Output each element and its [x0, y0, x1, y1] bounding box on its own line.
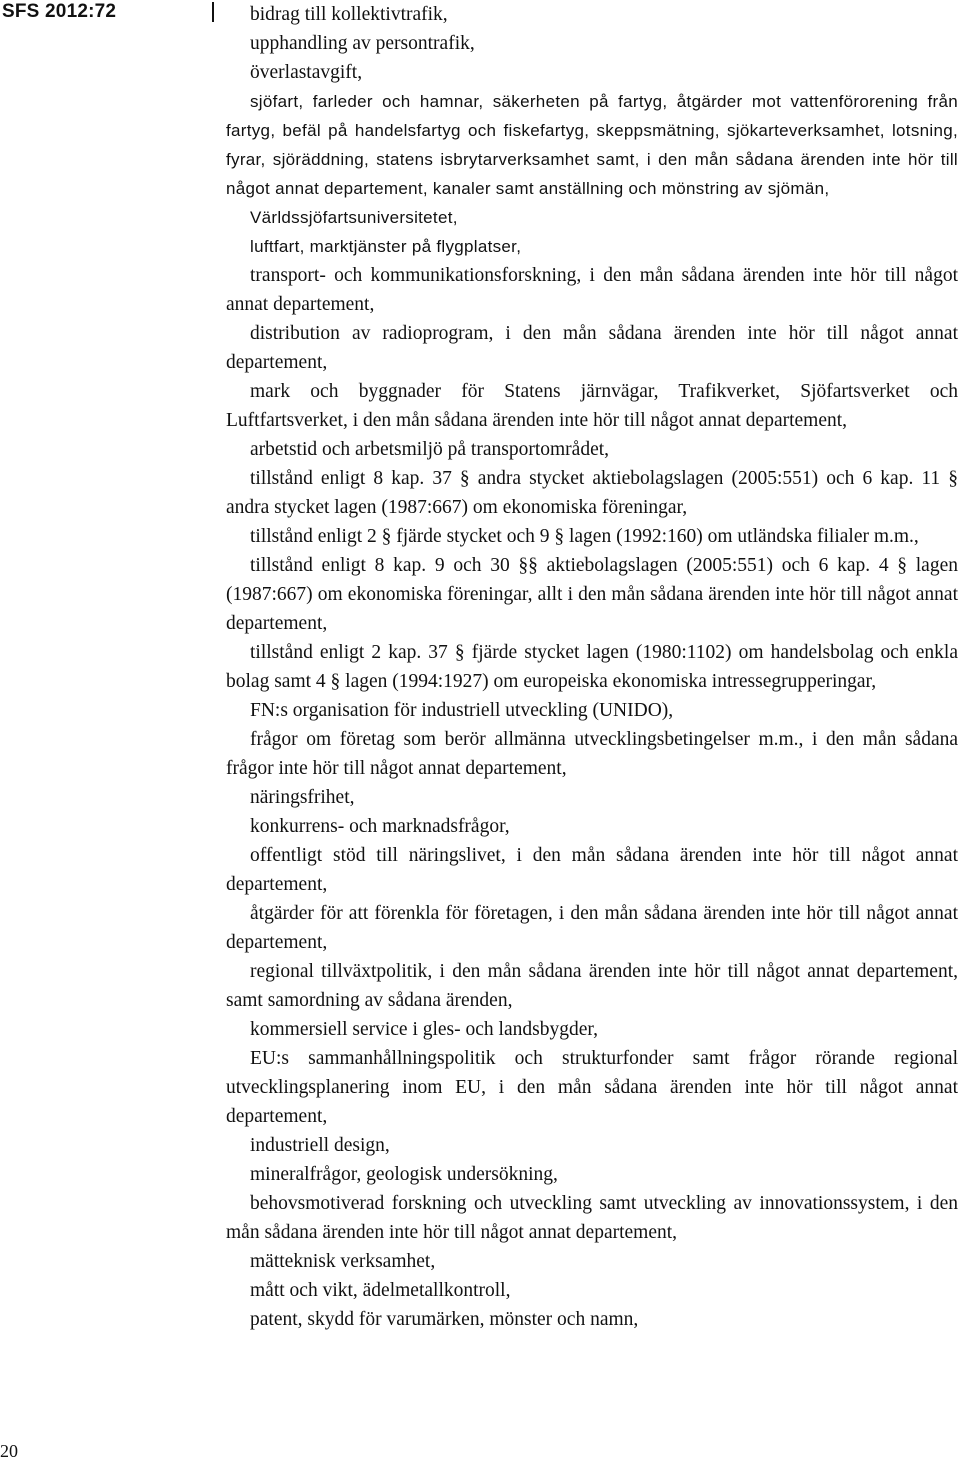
list-item: Världssjöfartsuniversitetet,: [250, 208, 458, 227]
change-bar: [212, 2, 214, 22]
list-item: frågor om företag som berör allmänna utvecklingsbetingelser m.m., i den mån sådana frågor inte hör till något annat departement,: [226, 729, 958, 779]
list-item: patent, skydd för varumärken, mönster och namn,: [250, 1309, 639, 1330]
list-item: FN:s organisation för industriell utveckling (UNIDO),: [250, 700, 674, 721]
list-item: näringsfrihet,: [250, 787, 355, 808]
list-item: arbetstid och arbetsmiljö på transportområdet,: [250, 439, 610, 460]
list-item: konkurrens- och marknadsfrågor,: [250, 816, 510, 837]
page-number: 20: [0, 1441, 18, 1461]
list-item: offentligt stöd till näringslivet, i den mån sådana ärenden inte hör till något annat departement,: [226, 845, 958, 895]
list-item: luftfart, marktjänster på flygplatser,: [250, 237, 522, 256]
list-item: behovsmotiverad forskning och utveckling samt utveckling av innovationssystem, i den mån sådana ärenden inte hör till något annat departement,: [226, 1193, 958, 1243]
list-item: tillstånd enligt 2 kap. 37 § fjärde stycket lagen (1980:1102) om handelsbolag och enkla bolag samt 4 § lagen (1994:1927) om europeiska ekonomiska intressegrupperingar,: [226, 642, 958, 692]
list-item: tillstånd enligt 8 kap. 9 och 30 §§ aktiebolagslagen (2005:551) och 6 kap. 4 § lagen (1987:667) om ekonomiska föreningar, allt i den mån sådana ärenden inte hör till något annat departement,: [226, 555, 958, 634]
list-item: transport- och kommunikationsforskning, i den mån sådana ärenden inte hör till något annat departement,: [226, 265, 958, 315]
list-item: tillstånd enligt 2 § fjärde stycket och 9 § lagen (1992:160) om utländska filialer m.m.,: [250, 526, 919, 547]
list-item: distribution av radioprogram, i den mån sådana ärenden inte hör till något annat departement,: [226, 323, 958, 373]
list-item: mått och vikt, ädelmetallkontroll,: [250, 1280, 511, 1301]
list-item: mineralfrågor, geologisk undersökning,: [250, 1164, 558, 1185]
list-item: EU:s sammanhållningspolitik och strukturfonder samt frågor rörande regional utvecklingsplanering inom EU, i den mån sådana ärenden inte hör till något annat departement,: [226, 1048, 958, 1127]
list-item: bidrag till kollektivtrafik,: [250, 4, 448, 25]
list-item: upphandling av persontrafik,: [250, 33, 475, 54]
list-item: åtgärder för att förenkla för företagen, i den mån sådana ärenden inte hör till något annat departement,: [226, 903, 958, 953]
list-item: kommersiell service i gles- och landsbygder,: [250, 1019, 598, 1040]
list-item: industriell design,: [250, 1135, 390, 1156]
list-item: regional tillväxtpolitik, i den mån sådana ärenden inte hör till något annat departement, samt samordning av sådana ärenden,: [226, 961, 958, 1011]
list-item: tillstånd enligt 8 kap. 37 § andra stycket aktiebolagslagen (2005:551) och 6 kap. 11 § andra stycket lagen (1987:667) om ekonomiska föreningar,: [226, 468, 958, 518]
list-item: överlastavgift,: [250, 62, 363, 83]
list-item: mark och byggnader för Statens järnvägar, Trafikverket, Sjöfartsverket och Luftfartsverket, i den mån sådana ärenden inte hör till något annat departement,: [226, 381, 958, 431]
list-item: mätteknisk verksamhet,: [250, 1251, 436, 1272]
list-item: sjöfart, farleder och hamnar, säkerheten på fartyg, åtgärder mot vattenförorening från fartyg, befäl på handelsfartyg och fiskefartyg, skeppsmätning, sjökarteverksamhet, lotsning, fyrar, sjöräddning, statens isbrytarverksamhet samt, i den mån sådana ärenden inte hör till något annat departement, kanaler samt anställning och mönstring av sjömän,: [226, 92, 958, 198]
main-text: [226, 0, 958, 1334]
sfs-number: SFS 2012:72: [2, 1, 117, 22]
